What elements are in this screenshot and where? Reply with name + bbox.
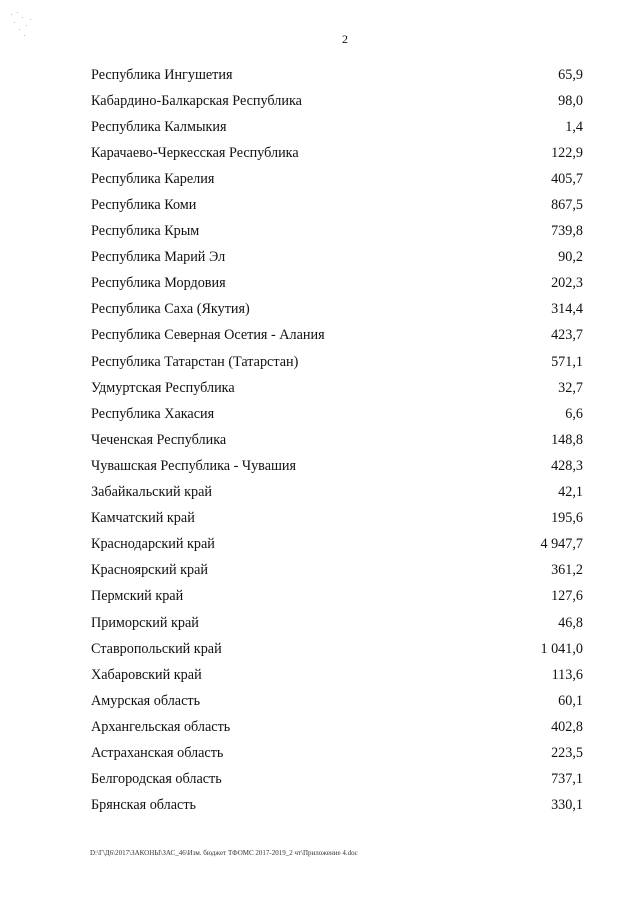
region-name: Республика Крым — [91, 223, 200, 240]
table-row — [91, 532, 583, 558]
region-value: 571,1 — [551, 353, 583, 370]
region-value: 202,3 — [551, 275, 583, 292]
table-row — [91, 375, 583, 401]
region-value: 737,1 — [551, 771, 583, 788]
table-row — [91, 740, 583, 766]
region-value: 423,7 — [551, 327, 583, 344]
table-row — [91, 114, 583, 140]
region-value: 46,8 — [558, 614, 583, 631]
file-path-footer: D:\Г\Д6\2017\ЗАКОНЫ\ЗАС_46\Изм. бюджет ТФОМС 2017-2019_2 чт\Приложение 4.doc — [90, 849, 358, 857]
region-value: 195,6 — [551, 510, 583, 527]
table-row — [91, 192, 583, 218]
region-name: Республика Карелия — [91, 170, 215, 187]
table-row — [91, 506, 583, 532]
region-name: Красноярский край — [91, 562, 208, 579]
region-value: 6,6 — [565, 405, 583, 422]
region-value: 1 041,0 — [540, 640, 583, 657]
region-value: 98,0 — [558, 92, 583, 109]
region-name: Республика Саха (Якутия) — [91, 301, 250, 318]
region-name: Республика Коми — [91, 197, 197, 214]
region-name: Республика Татарстан (Татарстан) — [91, 353, 299, 370]
region-name: Чувашская Республика - Чувашия — [91, 457, 297, 474]
region-name: Кабардино-Балкарская Республика — [91, 92, 302, 109]
region-name: Чеченская Республика — [91, 431, 227, 448]
region-name: Хабаровский край — [91, 666, 202, 683]
region-value: 330,1 — [551, 797, 583, 814]
region-value: 867,5 — [551, 197, 583, 214]
region-value: 42,1 — [558, 484, 583, 501]
table-row — [91, 271, 583, 297]
region-value: 405,7 — [551, 170, 583, 187]
region-value: 90,2 — [558, 249, 583, 266]
region-name: Пермский край — [91, 588, 184, 605]
region-name: Ставропольский край — [91, 640, 222, 657]
region-value: 113,6 — [551, 666, 583, 683]
region-value: 223,5 — [551, 744, 583, 761]
region-name: Приморский край — [91, 614, 199, 631]
region-value: 739,8 — [551, 223, 583, 240]
region-value: 65,9 — [558, 66, 583, 83]
region-value: 122,9 — [551, 144, 583, 161]
table-row — [91, 349, 583, 375]
region-name: Белгородская область — [91, 771, 222, 788]
region-value: 361,2 — [551, 562, 583, 579]
region-name: Республика Калмыкия — [91, 118, 227, 135]
region-name: Республика Ингушетия — [91, 66, 233, 83]
region-value: 428,3 — [551, 457, 583, 474]
region-value: 32,7 — [558, 379, 583, 396]
table-row — [91, 323, 583, 349]
region-name: Астраханская область — [91, 744, 224, 761]
table-row — [91, 714, 583, 740]
region-value: 127,6 — [551, 588, 583, 605]
page-number: 2 — [342, 32, 348, 46]
table-row — [91, 427, 583, 453]
region-name: Камчатский край — [91, 510, 195, 527]
table-row — [91, 767, 583, 793]
region-list — [91, 62, 583, 819]
region-value: 148,8 — [551, 431, 583, 448]
region-name: Удмуртская Республика — [91, 379, 235, 396]
table-row — [91, 88, 583, 114]
table-row — [91, 219, 583, 245]
region-name: Брянская область — [91, 797, 197, 814]
region-value: 402,8 — [551, 718, 583, 735]
region-value: 60,1 — [558, 692, 583, 709]
table-row — [91, 453, 583, 479]
table-row — [91, 140, 583, 166]
region-value: 314,4 — [551, 301, 583, 318]
table-row — [91, 662, 583, 688]
region-value: 4 947,7 — [540, 536, 583, 553]
table-row — [91, 584, 583, 610]
table-row — [91, 245, 583, 271]
table-row — [91, 558, 583, 584]
table-row — [91, 401, 583, 427]
region-name: Республика Хакасия — [91, 405, 215, 422]
region-name: Республика Северная Осетия - Алания — [91, 327, 325, 344]
region-name: Амурская область — [91, 692, 201, 709]
region-value: 1,4 — [565, 118, 583, 135]
region-name: Архангельская область — [91, 718, 231, 735]
table-row — [91, 62, 583, 88]
table-row — [91, 166, 583, 192]
region-name: Карачаево-Черкесская Республика — [91, 144, 299, 161]
table-row — [91, 480, 583, 506]
table-row — [91, 636, 583, 662]
region-name: Республика Мордовия — [91, 275, 226, 292]
table-row — [91, 610, 583, 636]
region-name: Забайкальский край — [91, 484, 212, 501]
table-row — [91, 688, 583, 714]
region-name: Краснодарский край — [91, 536, 215, 553]
table-row — [91, 793, 583, 819]
table-row — [91, 297, 583, 323]
region-name: Республика Марий Эл — [91, 249, 226, 266]
